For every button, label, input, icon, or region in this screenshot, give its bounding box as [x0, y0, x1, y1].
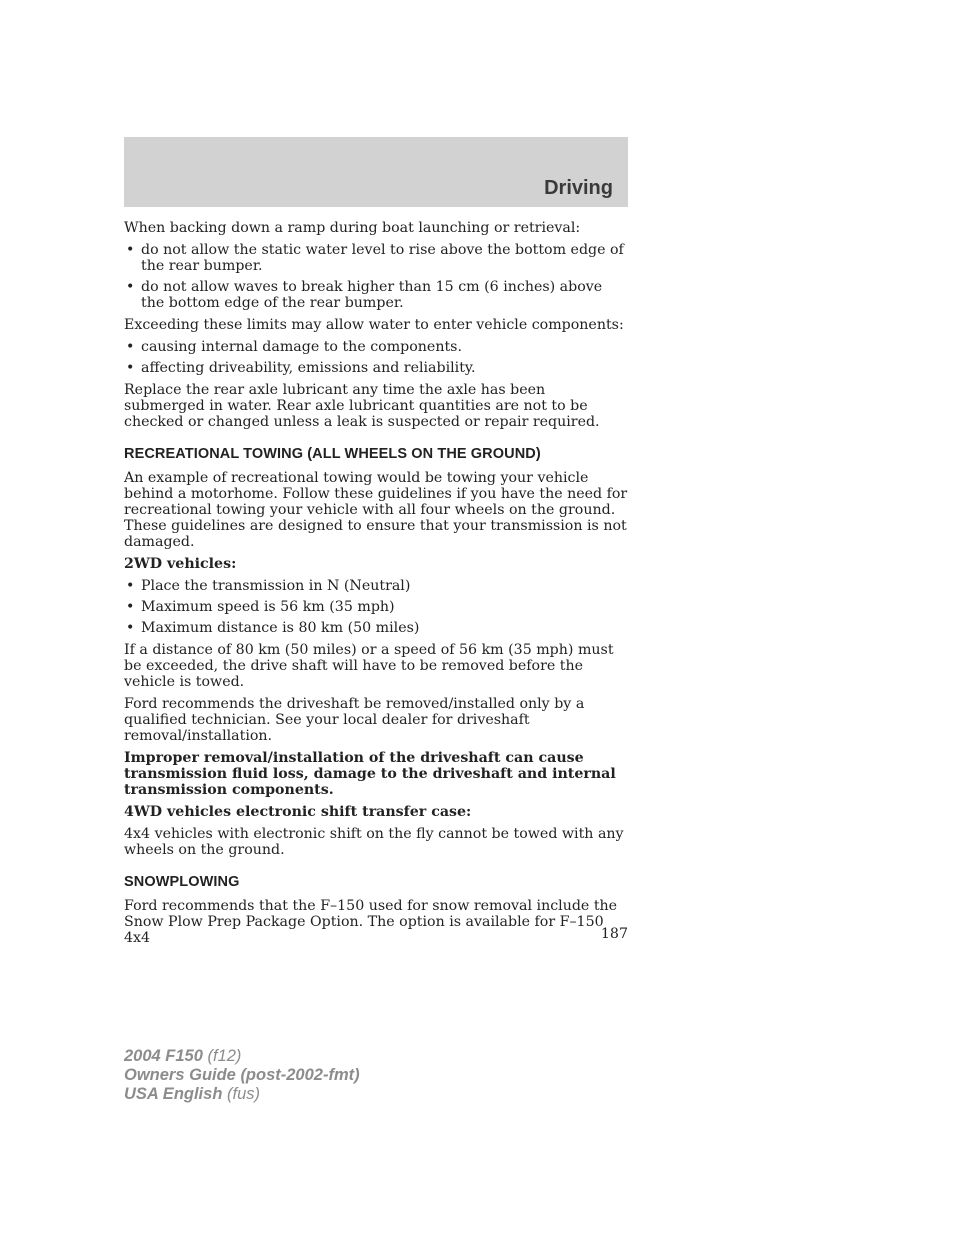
list-item: • do not allow waves to break higher than 15 cm (6 inches) above the bottom edge of the rear bumper. — [126, 279, 603, 311]
driveshaft-recommend-text: Ford recommends the driveshaft be removed/installed only by a qualified technician. See your local dealer for driveshaft removal/installation. — [124, 696, 585, 744]
twowd-bullet-list — [124, 578, 628, 636]
list-item: • affecting driveability, emissions and reliability. — [126, 360, 476, 376]
snowplowing-heading: SNOWPLOWING — [124, 874, 240, 890]
footer-line-language: USA English (fus) — [124, 1085, 260, 1103]
boat-bullet-list — [124, 242, 628, 311]
fourwd-label: 4WD vehicles electronic shift transfer case: — [124, 804, 472, 820]
list-item: • Maximum speed is 56 km (35 mph) — [126, 599, 395, 615]
bullet-icon: • — [126, 620, 135, 636]
bullet-icon: • — [126, 242, 135, 258]
snowplowing-text: Ford recommends that the F–150 used for snow removal include the Snow Plow Prep Package Option. The option is available for F–150 4x4 — [124, 898, 618, 946]
bullet-icon: • — [126, 360, 135, 376]
bullet-icon: • — [126, 279, 135, 295]
towing-heading: RECREATIONAL TOWING (ALL WHEELS ON THE GROUND) — [124, 446, 541, 462]
list-item: • Place the transmission in N (Neutral) — [126, 578, 411, 594]
list-item: • causing internal damage to the components. — [126, 339, 462, 355]
exceed-bullet-list — [124, 339, 628, 376]
axle-lubricant-text: Replace the rear axle lubricant any time the axle has been submerged in water. Rear axle lubricant quantities are not to be checked or changed unless a leak is suspected or repair required. — [124, 382, 600, 430]
twowd-label: 2WD vehicles: — [124, 556, 237, 572]
fourwd-text: 4x4 vehicles with electronic shift on the fly cannot be towed with any wheels on the ground. — [124, 826, 624, 858]
page-content — [124, 220, 628, 952]
section-header-band — [124, 137, 628, 207]
footer-line-model: 2004 F150 (f12) — [124, 1047, 242, 1065]
towing-intro: An example of recreational towing would be towing your vehicle behind a motorhome. Follow these guidelines if you have the need for recreational towing your vehicle with all four wheels on the ground. These guidelines are designed to ensure that your transmission is not damaged. — [124, 470, 628, 550]
document-footer — [124, 1047, 360, 1104]
towing-exceed-text: If a distance of 80 km (50 miles) or a speed of 56 km (35 mph) must be exceeded, the drive shaft will have to be removed before the vehicle is towed. — [124, 642, 614, 690]
list-item: • Maximum distance is 80 km (50 miles) — [126, 620, 420, 636]
driveshaft-warning: Improper removal/installation of the driveshaft can cause transmission fluid loss, damage to the driveshaft and internal transmission components. — [124, 750, 616, 798]
boat-intro: When backing down a ramp during boat launching or retrieval: — [124, 220, 581, 236]
bullet-icon: • — [126, 599, 135, 615]
footer-line-guide: Owners Guide (post-2002-fmt) — [124, 1066, 360, 1084]
list-item: • do not allow the static water level to rise above the bottom edge of the rear bumper. — [126, 242, 624, 274]
bullet-icon: • — [126, 578, 135, 594]
exceed-limits-text: Exceeding these limits may allow water to enter vehicle components: — [124, 317, 624, 333]
section-title: Driving — [544, 177, 613, 199]
bullet-icon: • — [126, 339, 135, 355]
page-number: 187 — [600, 926, 628, 942]
